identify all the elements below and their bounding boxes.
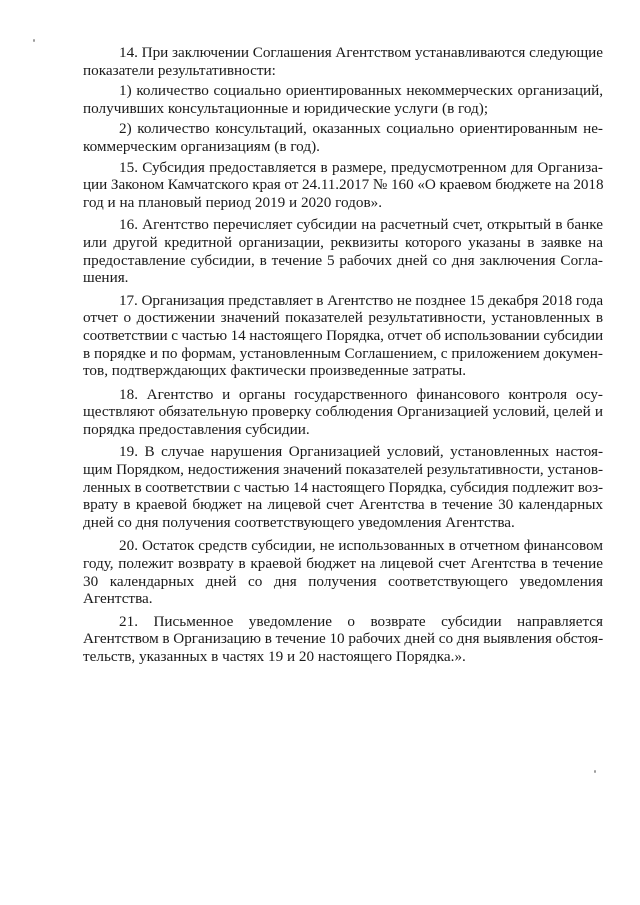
text-line: предоставление субсидии, в течение 5 рабочих дней со дня заключения Согла- <box>83 251 603 269</box>
text-line: получивших консультационные и юридические услуги (в год); <box>83 99 489 117</box>
text-line: 21. Письменное уведомление о возврате субсидии направляется <box>119 612 603 630</box>
text-line: 18. Агентство и органы государственного финансового контроля осу- <box>119 385 603 403</box>
text-line: ции Законом Камчатского края от 24.11.2017 № 160 «О краевом бюджете на 2018 <box>83 176 604 194</box>
text-line: 1) количество социально ориентированных некоммерческих организаций, <box>119 82 603 100</box>
text-line: 2) количество консультаций, оказанных социально ориентированным не- <box>119 120 603 138</box>
text-line: 20. Остаток средств субсидии, не использованных в отчетном финансовом <box>119 537 603 555</box>
paragraph-p18 <box>83 386 603 439</box>
text-line: 16. Агентство перечисляет субсидии на расчетный счет, открытый в банке <box>119 216 603 234</box>
text-line: ленных в соответствии с частью 14 настоящего Порядка, субсидия подлежит воз- <box>83 478 603 496</box>
text-line: дней со дня получения соответствующего уведомления Агентства. <box>83 513 515 531</box>
paragraph-p20 <box>83 537 603 607</box>
text-line: показатели результативности: <box>83 61 276 79</box>
paragraph-p14 <box>83 44 603 79</box>
text-line: 15. Субсидия предоставляется в размере, предусмотренном для Организа- <box>119 158 603 176</box>
text-line: отчет о достижении значений показателей результативности, установленных в <box>83 309 603 327</box>
text-line: или другой кредитной организации, реквизиты которого указаны в заявке на <box>83 233 603 251</box>
text-line: году, полежит возврату в краевой бюджет на лицевой счет Агентства в течение <box>83 555 603 573</box>
text-line: шения. <box>83 269 129 287</box>
text-line: тов, подтверждающих фактически произведенные затраты. <box>83 362 466 380</box>
text-line: коммерческим организациям (в год). <box>83 137 320 155</box>
paragraph-p14-1 <box>83 82 603 117</box>
paragraph-p15 <box>83 159 603 212</box>
scan-speck <box>594 770 596 773</box>
text-line: 19. В случае нарушения Организацией условий, установленных настоя- <box>119 443 603 461</box>
text-line: соответствии с частью 14 настоящего Порядка, отчет об использовании субсидии <box>83 326 604 344</box>
paragraph-p14-2 <box>83 120 603 155</box>
text-line: 30 календарных дней со дня получения соответствующего уведомления <box>83 572 603 590</box>
text-line: щим Порядком, недостижения значений показателей результативности, установ- <box>83 461 603 479</box>
paragraph-p17 <box>83 292 603 380</box>
text-line: тельств, указанных в частях 19 и 20 настоящего Порядка.». <box>83 648 466 665</box>
text-line: ществляют обязательную проверку соблюдения Организацией условий, целей и <box>83 403 603 421</box>
text-line: порядка предоставления субсидии. <box>83 420 310 438</box>
text-line: Агентством в Организацию в течение 10 рабочих дней со дня выявления обстоя- <box>83 630 604 648</box>
text-line: Агентства. <box>83 590 153 608</box>
paragraph-p21 <box>83 613 603 666</box>
paragraph-p16 <box>83 216 603 286</box>
document-body <box>83 44 603 666</box>
paragraph-p19 <box>83 443 603 531</box>
text-line: в порядке и по формам, установленным Соглашением, с приложением докумен- <box>83 344 603 362</box>
text-line: 17. Организация представляет в Агентство не позднее 15 декабря 2018 года <box>119 291 604 309</box>
scan-speck <box>33 39 35 42</box>
text-line: врату в краевой бюджет на лицевой счет Агентства в течение 30 календарных <box>83 496 603 514</box>
text-line: год и на плановый период 2019 и 2020 годов». <box>83 193 383 211</box>
text-line: 14. При заключении Соглашения Агентством устанавливаются следующие <box>119 44 603 61</box>
